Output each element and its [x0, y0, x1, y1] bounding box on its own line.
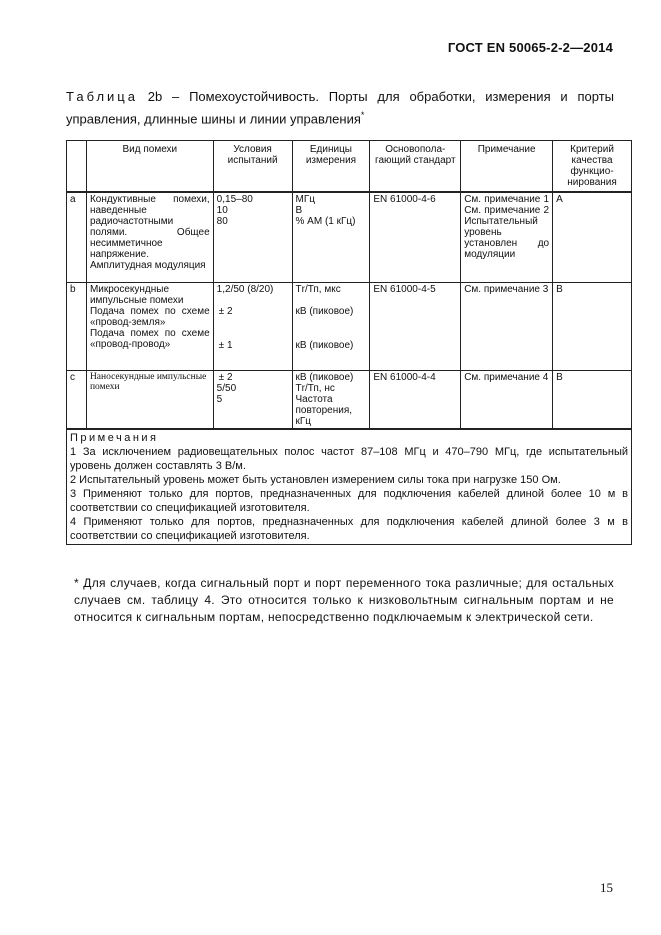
performance-criterion: A: [553, 192, 632, 282]
unit-value: кВ (пиковое): [295, 305, 354, 317]
col-header-type: Вид помехи: [86, 141, 213, 193]
col-header-standard: Основопола-гающий стандарт: [370, 141, 461, 193]
test-conditions: [213, 370, 292, 429]
note-item: 1 За исключением радиовещательных полос частот 87–108 МГц и 470–790 МГц, где испытательный уровень должен составлять 3 В/м.: [70, 445, 628, 472]
unit-value: кВ (пиковое): [295, 339, 354, 351]
table-row-b: [67, 282, 632, 370]
units: [292, 282, 370, 370]
condition-value: ± 2: [218, 371, 233, 383]
condition-value: 5: [216, 393, 223, 405]
unit-value: Тr/Тп, нс: [295, 382, 335, 394]
disturbance-line: Микросекундные импульсные помехи: [89, 283, 184, 306]
condition-value: ± 1: [218, 339, 233, 351]
basic-standard: EN 61000-4-4: [370, 370, 461, 429]
document-header: ГОСТ EN 50065-2-2—2014: [447, 40, 613, 55]
row-id: a: [67, 192, 87, 282]
performance-criterion: B: [553, 282, 632, 370]
condition-value: 1,2/50 (8/20): [216, 283, 274, 295]
unit-value: кВ (пиковое): [295, 371, 354, 383]
basic-standard: EN 61000-4-5: [370, 282, 461, 370]
col-header-criterion: Критерий качества функцио-нирования: [553, 141, 632, 193]
table-footnote: * Для случаев, когда сигнальный порт и порт переменного тока различные; для остальных случаев см. таблицу 4. Это относится только к низковольтным сигнальным портам и не относится к сигнальным портам, непосредственно подключаемым к электрической сети.: [74, 576, 614, 624]
row-id: b: [67, 282, 87, 370]
condition-value: 80: [216, 216, 228, 227]
condition-value: 5/50: [216, 382, 237, 394]
unit-value: Тr/Тп, мкс: [295, 283, 341, 295]
units: [292, 370, 370, 429]
disturbance-line: Подача помех по схеме «провод-провод»: [89, 327, 210, 350]
col-header-note: Примечание: [461, 141, 553, 193]
condition-value: 0,15–80: [216, 194, 253, 205]
row-note: См. примечание 3: [461, 282, 553, 370]
note-item: 2 Испытательный уровень может быть установлен измерением силы тока при нагрузке 150 Ом.: [70, 473, 561, 486]
table-row-a: [67, 192, 632, 282]
row-id: c: [67, 370, 87, 429]
disturbance-type: Кондуктивные помехи, наведенные радиочастотными полями. Общее несимметичное напряжение. Амплитудная модуляция: [86, 192, 213, 282]
unit-value: В: [295, 205, 303, 216]
disturbance-line: Подача помех по схеме «провод-земля»: [89, 305, 210, 328]
table-notes-row: [67, 429, 632, 545]
notes-title: Примечания: [70, 431, 159, 444]
table-row-c: [67, 370, 632, 429]
table-notes: [67, 429, 632, 545]
units: [292, 192, 370, 282]
row-note: См. примечание 1 См. примечание 2 Испытательный уровень установлен до модуляции: [461, 192, 553, 282]
unit-value: % АМ (1 кГц): [295, 216, 356, 227]
col-header-units: Единицы измерения: [292, 141, 370, 193]
condition-value: ± 2: [218, 305, 233, 317]
performance-criterion: B: [553, 370, 632, 429]
immunity-table: [66, 140, 632, 545]
condition-value: 10: [216, 205, 228, 216]
note-item: 4 Применяют только для портов, предназначенных для подключения кабелей длиной более 3 м в соответствии со спецификацией изготовителя.: [70, 515, 628, 542]
table-caption: [66, 88, 614, 128]
caption-text: 2b – Помехоустойчивость. Порты для обработки, измерения и порты управления, длинные шины и линии управления: [66, 89, 614, 127]
col-header-conditions: Условия испытаний: [213, 141, 292, 193]
unit-value: Частота повторения, кГц: [295, 393, 353, 427]
test-conditions: [213, 282, 292, 370]
unit-value: МГц: [295, 194, 315, 205]
page-number: 15: [600, 880, 613, 895]
basic-standard: EN 61000-4-6: [370, 192, 461, 282]
note-item: 3 Применяют только для портов, предназначенных для подключения кабелей длиной более 10 м в соответствии со спецификацией изготовителя.: [70, 487, 628, 514]
col-header-id: [67, 141, 87, 193]
disturbance-type: Наносекундные импульсные помехи: [86, 370, 213, 429]
disturbance-type: [86, 282, 213, 370]
caption-label: Таблица: [66, 89, 138, 104]
caption-footnote-marker: *: [360, 110, 365, 120]
test-conditions: [213, 192, 292, 282]
table-header-row: [67, 141, 632, 193]
row-note: См. примечание 4: [461, 370, 553, 429]
